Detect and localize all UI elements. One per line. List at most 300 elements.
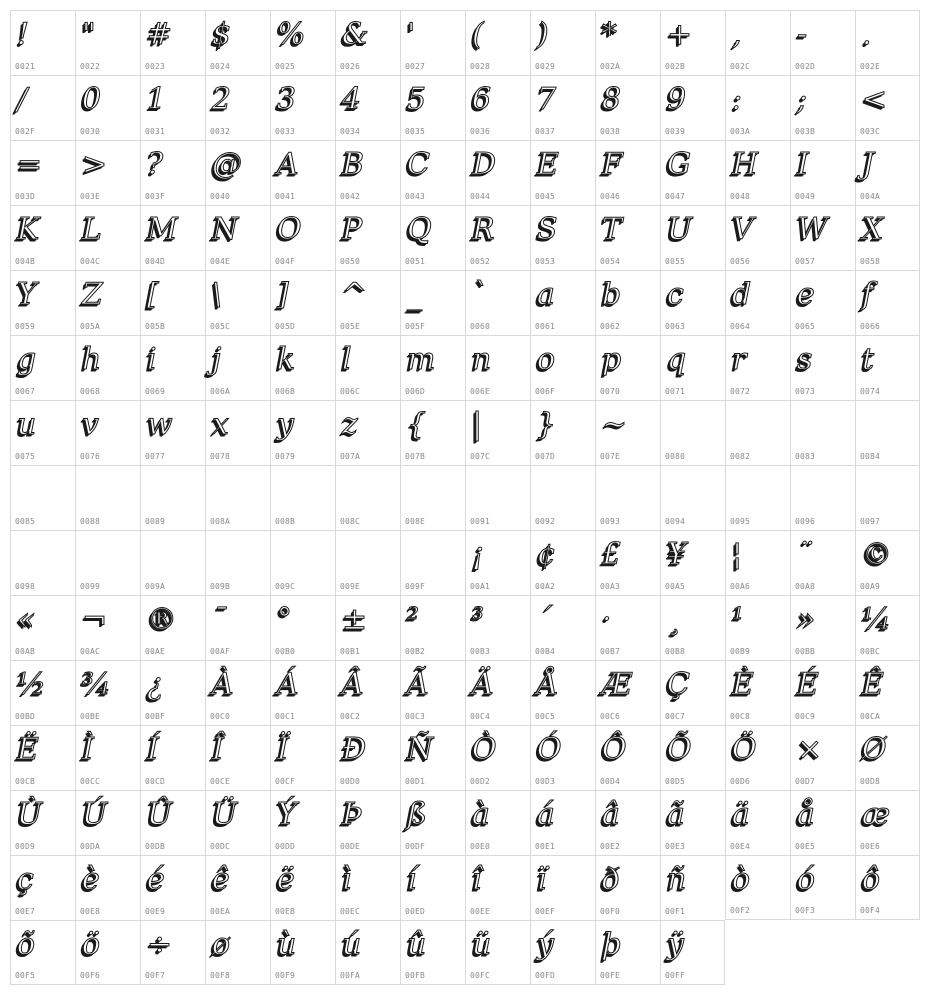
glyph-cell (400, 725, 465, 790)
glyph-code-label: 00F9 (275, 971, 296, 980)
glyph-cell (530, 270, 595, 335)
glyph-code-label: 00DD (275, 842, 296, 851)
glyph-code-label: 007A (340, 452, 361, 461)
glyph-code-label: 0066 (860, 322, 881, 331)
glyph-code-label: 00A2 (535, 582, 556, 591)
glyph-cell (335, 855, 400, 920)
glyph-char: Ñ (407, 732, 434, 767)
glyph-cell (10, 855, 75, 920)
glyph-char: ë (277, 862, 295, 897)
glyph-code-label: 004A (860, 192, 881, 201)
glyph-code-label: 006E (470, 387, 491, 396)
glyph-cell (595, 335, 660, 400)
glyph-char: ä (732, 797, 750, 832)
glyph-char: ? (147, 147, 164, 182)
glyph-char: 4 (342, 82, 362, 117)
glyph-char: © (862, 537, 892, 572)
glyph-cell (75, 790, 140, 855)
glyph-code-label: 00C6 (600, 712, 621, 721)
glyph-char: X (862, 212, 884, 247)
glyph-char: Ã (407, 667, 429, 702)
glyph-code-label: 0055 (665, 257, 686, 266)
glyph-cell (75, 725, 140, 790)
glyph-char: U (667, 212, 693, 247)
glyph-code-label: 00C5 (535, 712, 556, 721)
glyph-cell (75, 465, 140, 530)
glyph-char: ï (537, 862, 547, 897)
glyph-code-label: 007B (405, 452, 426, 461)
glyph-cell (400, 10, 465, 75)
glyph-code-label: 00EC (340, 907, 361, 916)
glyph-code-label: 00E7 (15, 907, 36, 916)
glyph-char: × (797, 732, 823, 767)
glyph-code-label: 00D4 (600, 777, 621, 786)
glyph-char: ø (212, 927, 231, 962)
glyph-cell (790, 10, 855, 75)
glyph-cell (335, 335, 400, 400)
glyph-char: ¬ (82, 602, 108, 637)
glyph-char: * (602, 17, 617, 52)
glyph-cell (205, 725, 270, 790)
glyph-char: ó (797, 862, 816, 897)
glyph-cell (530, 660, 595, 725)
glyph-cell (530, 530, 595, 595)
glyph-char: Ì (82, 732, 94, 767)
glyph-cell (465, 530, 530, 595)
glyph-cell (270, 335, 335, 400)
glyph-char: ³ (472, 602, 485, 637)
glyph-cell (400, 75, 465, 140)
glyph-code-label: 0061 (535, 322, 556, 331)
glyph-cell (10, 335, 75, 400)
glyph-char: - (797, 17, 808, 52)
glyph-cell (75, 595, 140, 660)
glyph-char: u (17, 407, 37, 442)
glyph-cell (660, 75, 725, 140)
glyph-cell (270, 465, 335, 530)
glyph-cell (530, 465, 595, 530)
glyph-char: Û (147, 797, 173, 832)
glyph-char: $ (212, 17, 232, 52)
glyph-char: å (797, 797, 815, 832)
glyph-code-label: 0053 (535, 257, 556, 266)
glyph-char: Y (17, 277, 37, 312)
glyph-cell (140, 10, 205, 75)
glyph-cell (855, 270, 920, 335)
glyph-code-label: 004F (275, 257, 296, 266)
glyph-code-label: 0098 (15, 582, 36, 591)
glyph-cell (530, 400, 595, 465)
glyph-cell (855, 465, 920, 530)
glyph-cell (400, 140, 465, 205)
glyph-cell (530, 725, 595, 790)
glyph-code-label: 009A (145, 582, 166, 591)
glyph-char: Ö (732, 732, 757, 767)
glyph-code-label: 002D (795, 62, 816, 71)
glyph-char: G (667, 147, 691, 182)
glyph-char: & (342, 17, 369, 52)
glyph-code-label: 009F (405, 582, 426, 591)
glyph-char: W (797, 212, 828, 247)
glyph-char: P (342, 212, 363, 247)
glyph-code-label: 00E2 (600, 842, 621, 851)
glyph-code-label: 0076 (80, 452, 101, 461)
glyph-char: ¸ (667, 602, 682, 637)
glyph-cell (595, 10, 660, 75)
glyph-code-label: 00DB (145, 842, 166, 851)
glyph-cell (270, 400, 335, 465)
glyph-code-label: 008C (340, 517, 361, 526)
glyph-code-label: 00B7 (600, 647, 621, 656)
glyph-cell (400, 400, 465, 465)
glyph-code-label: 0058 (860, 257, 881, 266)
glyph-cell (855, 790, 920, 855)
glyph-char: è (82, 862, 100, 897)
glyph-char: b (602, 277, 622, 312)
glyph-char: : (732, 82, 743, 117)
glyph-cell (790, 530, 855, 595)
glyph-cell (595, 920, 660, 985)
glyph-char: Ü (212, 797, 238, 832)
glyph-cell (660, 270, 725, 335)
glyph-char: Þ (342, 797, 363, 832)
glyph-cell (660, 335, 725, 400)
glyph-cell (205, 335, 270, 400)
glyph-char: ~ (602, 407, 628, 442)
glyph-cell (465, 10, 530, 75)
glyph-cell (270, 920, 335, 985)
glyph-code-label: 0034 (340, 127, 361, 136)
glyph-code-label: 00C9 (795, 712, 816, 721)
glyph-code-label: 0069 (145, 387, 166, 396)
glyph-code-label: 00CA (860, 712, 881, 721)
glyph-cell (335, 10, 400, 75)
glyph-code-label: 0042 (340, 192, 361, 201)
glyph-char: x (212, 407, 229, 442)
glyph-code-label: 0051 (405, 257, 426, 266)
glyph-cell (400, 660, 465, 725)
glyph-char: ê (212, 862, 230, 897)
glyph-code-label: 007D (535, 452, 556, 461)
glyph-cell (335, 725, 400, 790)
glyph-char: s (797, 342, 813, 377)
glyph-cell (205, 400, 270, 465)
glyph-cell (400, 465, 465, 530)
glyph-code-label: 00F4 (860, 906, 881, 915)
glyph-code-label: 00BB (795, 647, 816, 656)
glyph-code-label: 00D1 (405, 777, 426, 786)
glyph-code-label: 009E (340, 582, 361, 591)
glyph-code-label: 0038 (600, 127, 621, 136)
glyph-code-label: 00C1 (275, 712, 296, 721)
glyph-char: ¿ (147, 667, 164, 702)
glyph-code-label: 0088 (80, 517, 101, 526)
glyph-cell (10, 920, 75, 985)
glyph-code-label: 0060 (470, 322, 491, 331)
glyph-code-label: 002A (600, 62, 621, 71)
glyph-char: Í (147, 732, 159, 767)
glyph-code-label: 0029 (535, 62, 556, 71)
glyph-code-label: 00A1 (470, 582, 491, 591)
glyph-code-label: 0080 (665, 452, 686, 461)
glyph-code-label: 00F2 (730, 906, 751, 915)
glyph-char: c (667, 277, 684, 312)
glyph-char: ÿ (667, 927, 684, 962)
glyph-cell (465, 140, 530, 205)
glyph-char: g (17, 342, 37, 377)
glyph-char: l (342, 342, 352, 377)
glyph-cell (75, 75, 140, 140)
glyph-code-label: 00C3 (405, 712, 426, 721)
glyph-cell (140, 400, 205, 465)
glyph-char: ú (342, 927, 362, 962)
glyph-code-label: 00CD (145, 777, 166, 786)
glyph-char: í (407, 862, 417, 897)
glyph-code-label: 0074 (860, 387, 881, 396)
glyph-code-label: 0094 (665, 517, 686, 526)
glyph-char: H (732, 147, 759, 182)
glyph-char: · (602, 602, 612, 637)
glyph-code-label: 003E (80, 192, 101, 201)
glyph-char: Ä (472, 667, 494, 702)
glyph-char: 2 (212, 82, 232, 117)
glyph-cell (790, 855, 855, 920)
glyph-char: È (732, 667, 754, 702)
glyph-char: q (667, 342, 687, 377)
glyph-cell (465, 270, 530, 335)
glyph-char: A (277, 147, 299, 182)
glyph-char: ò (732, 862, 751, 897)
glyph-cell (10, 660, 75, 725)
glyph-char: 8 (602, 82, 622, 117)
glyph-cell (725, 205, 790, 270)
glyph-cell (725, 400, 790, 465)
glyph-code-label: 00DE (340, 842, 361, 851)
glyph-cell (140, 270, 205, 335)
glyph-char: m (407, 342, 436, 377)
glyph-char: < (862, 82, 888, 117)
glyph-cell (10, 10, 75, 75)
glyph-cell (465, 205, 530, 270)
glyph-code-label: 00E6 (860, 842, 881, 851)
glyph-cell (660, 725, 725, 790)
glyph-char: , (732, 17, 742, 52)
glyph-char: ¦ (732, 537, 743, 572)
glyph-char: f (862, 277, 874, 312)
glyph-cell (10, 465, 75, 530)
glyph-code-label: 0032 (210, 127, 231, 136)
glyph-char: " (82, 17, 96, 52)
glyph-cell (855, 595, 920, 660)
glyph-cell (335, 530, 400, 595)
glyph-cell (790, 660, 855, 725)
glyph-char: d (732, 277, 752, 312)
glyph-char: K (17, 212, 40, 247)
glyph-cell (335, 790, 400, 855)
glyph-char: v (82, 407, 99, 442)
glyph-cell (660, 595, 725, 660)
glyph-char: ± (342, 602, 368, 637)
glyph-char: t (862, 342, 875, 377)
glyph-code-label: 005E (340, 322, 361, 331)
glyph-char: O (277, 212, 302, 247)
glyph-code-label: 00E9 (145, 907, 166, 916)
glyph-cell (270, 790, 335, 855)
glyph-code-label: 00B3 (470, 647, 491, 656)
glyph-code-label: 00AC (80, 647, 101, 656)
glyph-code-label: 00F1 (665, 907, 686, 916)
glyph-char: @ (212, 147, 242, 182)
glyph-char: ã (667, 797, 685, 832)
glyph-cell (10, 725, 75, 790)
glyph-cell (790, 465, 855, 530)
glyph-char: á (537, 797, 555, 832)
glyph-char: D (472, 147, 497, 182)
glyph-char: ¢ (537, 537, 557, 572)
glyph-char: Z (82, 277, 103, 312)
glyph-code-label: 0083 (795, 452, 816, 461)
glyph-char: z (342, 407, 358, 442)
glyph-code-label: 005C (210, 322, 231, 331)
glyph-char: é (147, 862, 165, 897)
glyph-cell (790, 400, 855, 465)
glyph-cell (790, 140, 855, 205)
glyph-code-label: 0052 (470, 257, 491, 266)
glyph-cell (205, 530, 270, 595)
glyph-cell (205, 595, 270, 660)
glyph-code-label: 00C2 (340, 712, 361, 721)
glyph-char: ` (472, 277, 487, 312)
glyph-code-label: 00E4 (730, 842, 751, 851)
glyph-cell (660, 140, 725, 205)
glyph-char: ì (342, 862, 352, 897)
glyph-char: ù (277, 927, 297, 962)
glyph-code-label: 007C (470, 452, 491, 461)
glyph-code-label: 0024 (210, 62, 231, 71)
glyph-code-label: 00F7 (145, 971, 166, 980)
glyph-cell (335, 140, 400, 205)
glyph-char: E (537, 147, 559, 182)
glyph-code-label: 00E0 (470, 842, 491, 851)
glyph-char: V (732, 212, 754, 247)
glyph-cell (790, 205, 855, 270)
glyph-char: ý (537, 927, 554, 962)
glyph-char: Õ (667, 732, 692, 767)
glyph-char: Ù (17, 797, 43, 832)
glyph-code-label: 0072 (730, 387, 751, 396)
glyph-code-label: 0059 (15, 322, 36, 331)
glyph-cell (140, 75, 205, 140)
glyph-cell (530, 205, 595, 270)
glyph-cell (855, 140, 920, 205)
glyph-char: Ú (82, 797, 108, 832)
glyph-char: ¾ (82, 667, 112, 702)
glyph-code-label: 004E (210, 257, 231, 266)
glyph-code-label: 006B (275, 387, 296, 396)
glyph-code-label: 0070 (600, 387, 621, 396)
glyph-cell (400, 595, 465, 660)
glyph-cell (660, 920, 725, 985)
glyph-char: Ë (17, 732, 39, 767)
glyph-code-label: 002B (665, 62, 686, 71)
glyph-char: [ (147, 277, 159, 312)
glyph-cell (10, 400, 75, 465)
glyph-code-label: 00A3 (600, 582, 621, 591)
glyph-char: { (407, 407, 427, 442)
glyph-char: ¨ (797, 537, 812, 572)
glyph-cell (270, 530, 335, 595)
glyph-code-label: 00AB (15, 647, 36, 656)
glyph-code-label: 00B2 (405, 647, 426, 656)
glyph-cell (140, 790, 205, 855)
glyph-cell (400, 335, 465, 400)
glyph-code-label: 00FB (405, 971, 426, 980)
glyph-char: 0 (82, 82, 102, 117)
glyph-char: Ý (277, 797, 297, 832)
glyph-cell (725, 75, 790, 140)
glyph-code-label: 0067 (15, 387, 36, 396)
glyph-cell (205, 920, 270, 985)
glyph-code-label: 00C4 (470, 712, 491, 721)
glyph-char: ´ (537, 602, 552, 637)
glyph-code-label: 00A5 (665, 582, 686, 591)
glyph-cell (595, 855, 660, 920)
glyph-char: } (537, 407, 557, 442)
glyph-cell (725, 660, 790, 725)
glyph-cell (10, 205, 75, 270)
glyph-code-label: 0035 (405, 127, 426, 136)
glyph-char: n (472, 342, 492, 377)
glyph-code-label: 005D (275, 322, 296, 331)
glyph-code-label: 0093 (600, 517, 621, 526)
glyph-cell (335, 270, 400, 335)
glyph-char: o (537, 342, 556, 377)
glyph-cell (855, 75, 920, 140)
glyph-cell (855, 400, 920, 465)
glyph-cell (790, 270, 855, 335)
glyph-cell (140, 335, 205, 400)
glyph-cell (530, 595, 595, 660)
glyph-cell (335, 920, 400, 985)
glyph-cell (75, 140, 140, 205)
glyph-cell (270, 140, 335, 205)
glyph-cell (335, 75, 400, 140)
glyph-code-label: 0023 (145, 62, 166, 71)
glyph-char: Æ (602, 667, 633, 702)
glyph-cell (595, 400, 660, 465)
glyph-cell (205, 140, 270, 205)
glyph-cell (725, 725, 790, 790)
glyph-code-label: 00E3 (665, 842, 686, 851)
glyph-char: Ø (862, 732, 887, 767)
glyph-cell (400, 205, 465, 270)
glyph-char: Ô (602, 732, 627, 767)
glyph-char: ] (277, 277, 289, 312)
glyph-code-label: 0031 (145, 127, 166, 136)
glyph-cell (595, 465, 660, 530)
glyph-char: > (82, 147, 108, 182)
glyph-char: _ (407, 277, 422, 312)
glyph-cell (10, 140, 75, 205)
glyph-cell (400, 790, 465, 855)
glyph-cell (400, 920, 465, 985)
glyph-code-label: 00F3 (795, 906, 816, 915)
glyph-cell (790, 790, 855, 855)
glyph-code-label: 00D7 (795, 777, 816, 786)
glyph-char: 5 (407, 82, 427, 117)
glyph-char: % (277, 17, 306, 52)
glyph-code-label: 0095 (730, 517, 751, 526)
